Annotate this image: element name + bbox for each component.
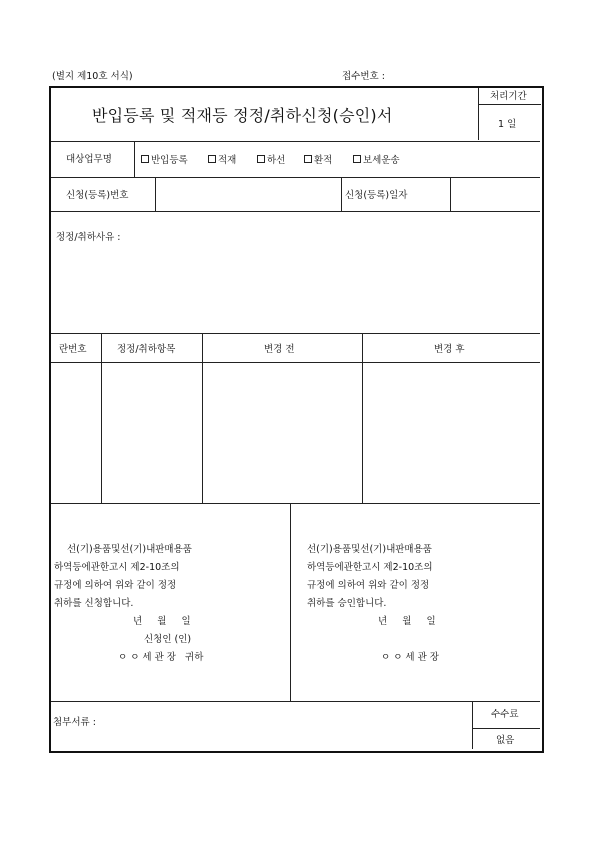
- right-declaration-line: 규정에 의하여 위와 같이 정정: [307, 580, 430, 591]
- col-header-item: 정정/취하항목: [117, 344, 176, 355]
- checkbox-icon[interactable]: [353, 155, 361, 163]
- cell-item[interactable]: [102, 363, 201, 502]
- processing-divider: [478, 88, 479, 140]
- applicant-signature[interactable]: 신청인 (인): [144, 634, 192, 645]
- cell-line-no[interactable]: [52, 363, 100, 502]
- option-transshipment[interactable]: 환적: [304, 155, 332, 166]
- right-office: ㅇ ㅇ 세 관 장: [381, 652, 439, 663]
- request-number-field[interactable]: [156, 178, 340, 210]
- reason-field[interactable]: [52, 246, 538, 332]
- row-line: [51, 211, 540, 212]
- checkbox-icon[interactable]: [208, 155, 216, 163]
- option-unloading[interactable]: 하선: [257, 155, 285, 166]
- attachments-field[interactable]: [110, 705, 470, 745]
- row-line: [51, 141, 540, 142]
- left-date: 년 월 일: [133, 616, 191, 627]
- row-line: [51, 333, 540, 334]
- row-line: [51, 701, 540, 702]
- col-header-after: 변경 후: [434, 344, 465, 355]
- fee-value: 없음: [496, 735, 515, 746]
- request-date-label: 신청(등록)일자: [345, 190, 408, 201]
- request-date-field[interactable]: [451, 178, 539, 210]
- right-declaration-line: 취하를 승인합니다.: [307, 598, 387, 609]
- attachments-label: 첨부서류 :: [53, 717, 96, 728]
- checkbox-icon[interactable]: [141, 155, 149, 163]
- left-declaration-line: 규정에 의하여 위와 같이 정정: [54, 580, 177, 591]
- declaration-divider: [290, 503, 291, 701]
- cell-after[interactable]: [363, 363, 539, 502]
- form-number: (별지 제10호 서식): [52, 71, 133, 82]
- col-header-line-no: 란번호: [59, 344, 87, 355]
- left-declaration-line: 취하를 신청합니다.: [54, 598, 134, 609]
- option-loading[interactable]: 적재: [208, 155, 236, 166]
- left-declaration-line: 선(기)용품및선(기)내판매용품: [67, 544, 192, 555]
- row-divider: [341, 177, 342, 211]
- right-declaration-line: 하역등에관한고시 제2-10조의: [307, 562, 433, 573]
- row-divider: [134, 141, 135, 177]
- fee-label: 수수료: [491, 709, 519, 720]
- option-import-registration[interactable]: 반입등록: [141, 155, 188, 166]
- right-declaration-line: 선(기)용품및선(기)내판매용품: [307, 544, 432, 555]
- processing-period-label: 처리기간: [490, 91, 527, 102]
- form-title: 반입등록 및 적재등 정정/취하신청(승인)서: [92, 106, 393, 125]
- fee-divider: [472, 701, 473, 749]
- fee-mid-line: [472, 728, 540, 729]
- processing-period-value: 1 일: [498, 119, 517, 130]
- request-number-label: 신청(등록)번호: [66, 190, 129, 201]
- processing-mid-line: [478, 104, 541, 105]
- left-declaration-line: 하역등에관한고시 제2-10조의: [54, 562, 180, 573]
- row-line: [51, 503, 540, 504]
- option-bonded-transport[interactable]: 보세운송: [353, 155, 400, 166]
- left-recipient: ㅇ ㅇ 세 관 장 귀하: [118, 652, 204, 663]
- target-task-label: 대상업무명: [66, 154, 112, 165]
- col-header-before: 변경 전: [264, 344, 295, 355]
- checkbox-icon[interactable]: [257, 155, 265, 163]
- receipt-number-label: 접수번호 :: [342, 71, 385, 82]
- reason-label: 정정/취하사유 :: [56, 232, 121, 243]
- cell-before[interactable]: [203, 363, 361, 502]
- right-date: 년 월 일: [378, 616, 436, 627]
- checkbox-icon[interactable]: [304, 155, 312, 163]
